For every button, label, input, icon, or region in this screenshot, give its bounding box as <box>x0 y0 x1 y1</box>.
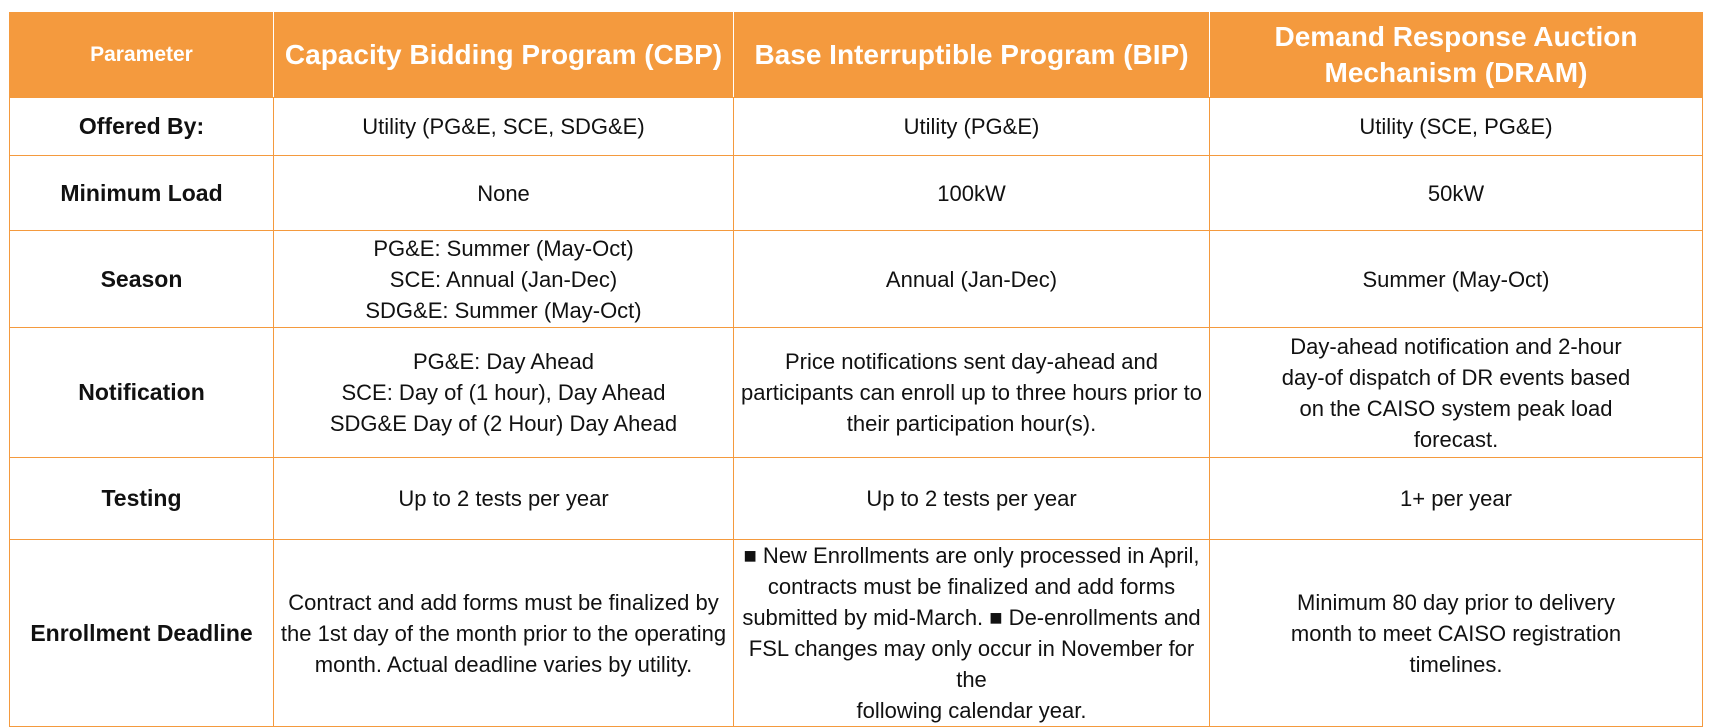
comparison-table-container <box>9 12 1703 727</box>
cbp-cell: Contract and add forms must be finalized by the 1st day of the month prior to the operating month. Actual deadline varies by utility. <box>274 540 734 727</box>
cbp-cell: PG&E: Day Ahead SCE: Day of (1 hour), Day Ahead SDG&E Day of (2 Hour) Day Ahead <box>274 328 734 458</box>
header-bip: Base Interruptible Program (BIP) <box>734 13 1210 98</box>
row-label: Offered By: <box>10 98 274 156</box>
table-row <box>10 156 1703 231</box>
row-label: Notification <box>10 328 274 458</box>
dram-cell: Minimum 80 day prior to delivery month to meet CAISO registration timelines. <box>1210 540 1703 727</box>
header-row <box>10 13 1703 98</box>
row-label: Testing <box>10 458 274 540</box>
dram-cell: 50kW <box>1210 156 1703 231</box>
bip-cell: Up to 2 tests per year <box>734 458 1210 540</box>
table-row <box>10 540 1703 727</box>
dram-cell: Summer (May-Oct) <box>1210 231 1703 328</box>
bip-cell: 100kW <box>734 156 1210 231</box>
table-row <box>10 231 1703 328</box>
bip-cell: Utility (PG&E) <box>734 98 1210 156</box>
row-label: Season <box>10 231 274 328</box>
cbp-cell: PG&E: Summer (May-Oct) SCE: Annual (Jan-Dec) SDG&E: Summer (May-Oct) <box>274 231 734 328</box>
row-label: Minimum Load <box>10 156 274 231</box>
cbp-cell: Up to 2 tests per year <box>274 458 734 540</box>
table-row <box>10 458 1703 540</box>
header-parameter: Parameter <box>10 13 274 98</box>
dram-cell: Day-ahead notification and 2-hour day-of dispatch of DR events based on the CAISO system peak load forecast. <box>1210 328 1703 458</box>
header-cbp: Capacity Bidding Program (CBP) <box>274 13 734 98</box>
cbp-cell: None <box>274 156 734 231</box>
dram-cell: Utility (SCE, PG&E) <box>1210 98 1703 156</box>
cbp-cell: Utility (PG&E, SCE, SDG&E) <box>274 98 734 156</box>
row-label: Enrollment Deadline <box>10 540 274 727</box>
bip-cell: Annual (Jan-Dec) <box>734 231 1210 328</box>
header-dram: Demand Response Auction Mechanism (DRAM) <box>1210 13 1703 98</box>
table-row <box>10 98 1703 156</box>
bip-cell: ■ New Enrollments are only processed in April, contracts must be finalized and add forms submitted by mid-March. ■ De-enrollments and FSL changes may only occur in November for the following calendar year. <box>734 540 1210 727</box>
bip-cell: Price notifications sent day-ahead and participants can enroll up to three hours prior to their participation hour(s). <box>734 328 1210 458</box>
dr-program-comparison-table <box>9 12 1703 727</box>
dram-cell: 1+ per year <box>1210 458 1703 540</box>
table-row <box>10 328 1703 458</box>
